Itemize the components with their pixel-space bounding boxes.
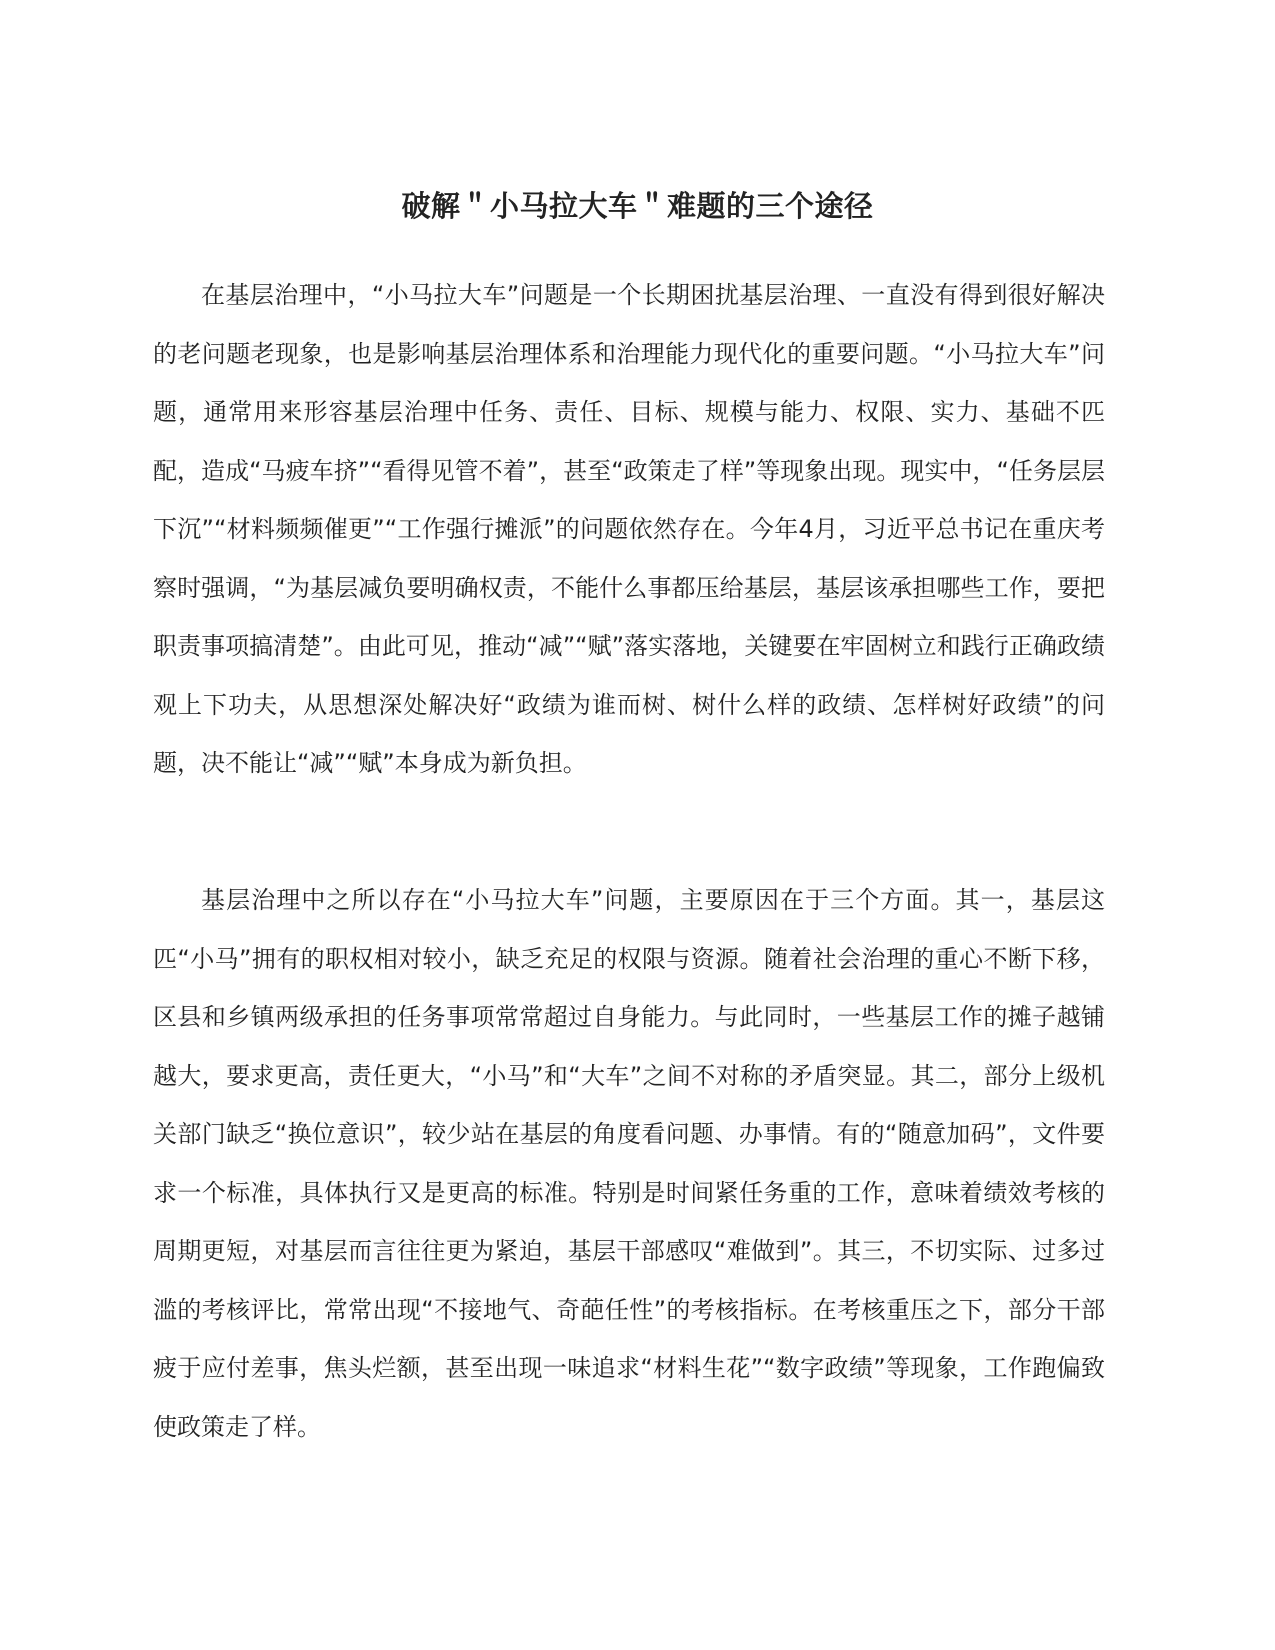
body-paragraph-1: 在基层治理中，“小马拉大车”问题是一个长期困扰基层治理、一直没有得到很好解决的老问题老现象，也是影响基层治理体系和治理能力现代化的重要问题。“小马拉大车”问题，通常用来形容基层治理中任务、责任、目标、规模与能力、权限、实力、基础不匹配，造成“马疲车挤”“看得见管不着”，甚至“政策走了样”等现象出现。现实中，“任务层层下沉”“材料频频催更”“工作强行摊派”的问题依然存在。今年4月，习近平总书记在重庆考察时强调，“为基层减负要明确权责，不能什么事都压给基层，基层该承担哪些工作，要把职责事项搞清楚”。由此可见，推动“减”“赋”落实落地，关键要在牢固树立和践行正确政绩观上下功夫，从思想深处解决好“政绩为谁而树、树什么样的政绩、怎样树好政绩”的问题，决不能让“减”“赋”本身成为新负担。 [153, 281, 1105, 777]
body-paragraph-2: 基层治理中之所以存在“小马拉大车”问题，主要原因在于三个方面。其一，基层这匹“小马”拥有的职权相对较小，缺乏充足的权限与资源。随着社会治理的重心不断下移，区县和乡镇两级承担的任务事项常常超过自身能力。与此同时，一些基层工作的摊子越铺越大，要求更高，责任更大，“小马”和“大车”之间不对称的矛盾突显。其二，部分上级机关部门缺乏“换位意识”，较少站在基层的角度看问题、办事情。有的“随意加码”，文件要求一个标准，具体执行又是更高的标准。特别是时间紧任务重的工作，意味着绩效考核的周期更短，对基层而言往往更为紧迫，基层干部感叹“难做到”。其三，不切实际、过多过滥的考核评比，常常出现“不接地气、奇葩任性”的考核指标。在考核重压之下，部分干部疲于应付差事，焦头烂额，甚至出现一味追求“材料生花”“数字政绩”等现象，工作跑偏致使政策走了样。 [153, 886, 1105, 1441]
document-title: 破解＂小马拉大车＂难题的三个途径 [401, 189, 874, 223]
